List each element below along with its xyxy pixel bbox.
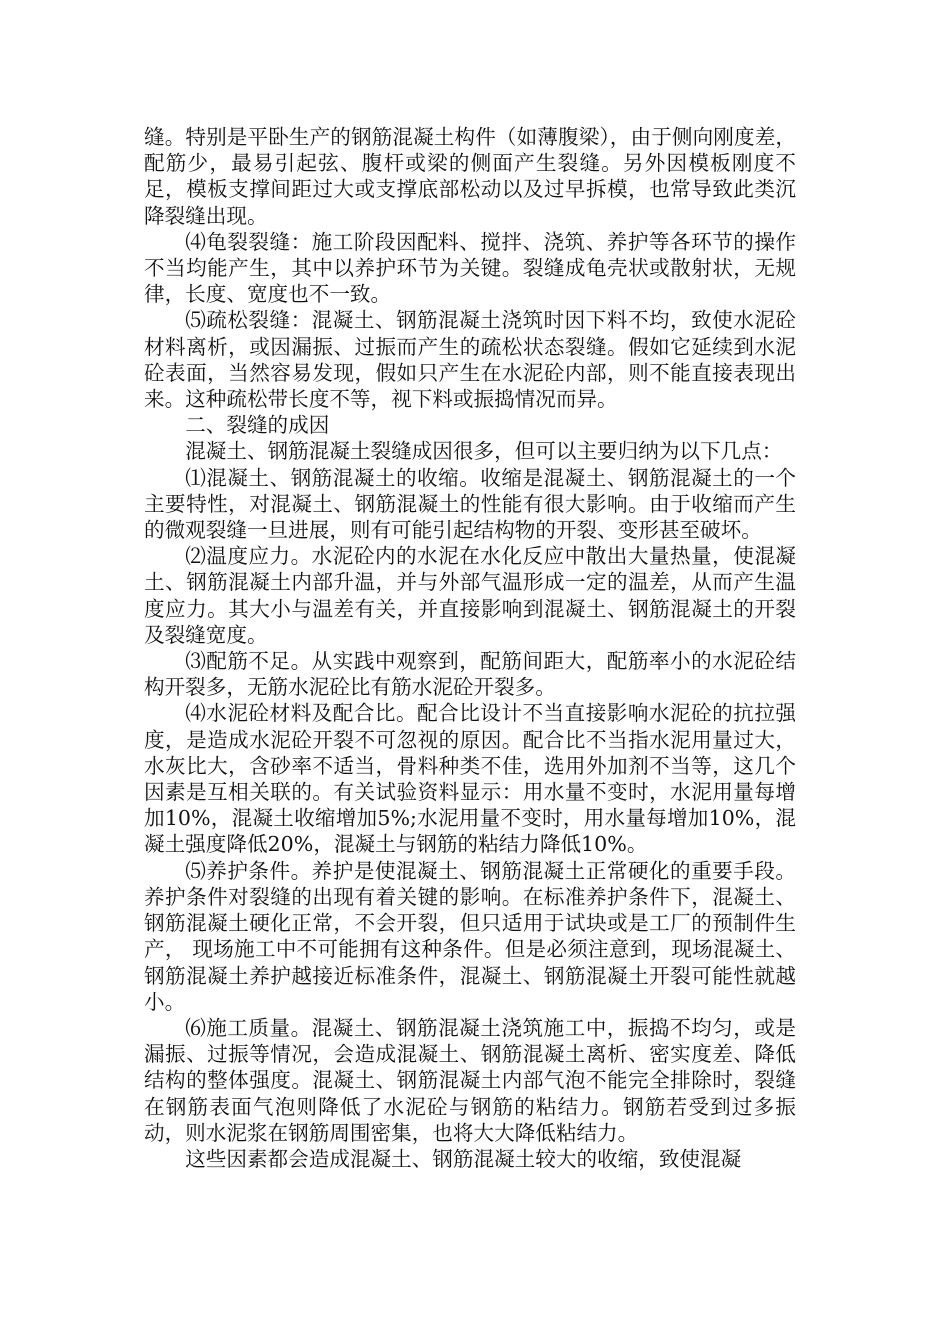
paragraph-construction-quality: ⑹施工质量。混凝土、钢筋混凝土浇筑施工中，振捣不均匀，或是漏振、过振等情况，会造成混凝土、钢筋混凝土离析、密实度差、降低结构的整体强度。混凝土、钢筋混凝土内部气泡不能完全排除时，裂缝在钢筋表面气泡则降低了水泥砼与钢筋的粘结力。钢筋若受到过多振动，则水泥浆在钢筋周围密集，也将大大降低粘结力。 [144,1015,796,1145]
paragraph-causes-intro: 混凝土、钢筋混凝土裂缝成因很多，但可以主要归纳为以下几点： [185,439,783,464]
paragraph-shrinkage: ⑴混凝土、钢筋混凝土的收缩。收缩是混凝土、钢筋混凝土的一个主要特性，对混凝土、钢筋混凝土的性能有很大影响。由于收缩而产生的微观裂缝一旦进展，则有可能引起结构物的开裂、变形甚至破坏。 [144,465,796,543]
document-page [144,124,796,1172]
paragraph-conclusion-start: 这些因素都会造成混凝土、钢筋混凝土较大的收缩，致使混凝 [185,1146,742,1171]
paragraph-settlement-cracks-end: 缝。特别是平卧生产的钢筋混凝土构件（如薄腹梁），由于侧向刚度差，配筋少，最易引起弦、腹杆或梁的侧面产生裂缝。另外因模板刚度不足，模板支撑间距过大或支撑底部松动以及过早拆模，也常导致此类沉降裂缝出现。 [144,125,796,228]
paragraph-temperature-stress: ⑵温度应力。水泥砼内的水泥在水化反应中散出大量热量，使混凝土、钢筋混凝土内部升温，并与外部气温形成一定的温差，从而产生温度应力。其大小与温差有关，并直接影响到混凝土、钢筋混凝土的开裂及裂缝宽度。 [144,544,796,647]
paragraph-crazing-cracks: ⑷龟裂裂缝：施工阶段因配料、搅拌、浇筑、养护等各环节的操作不当均能产生，其中以养护环节为关键。裂缝成龟壳状或散射状，无规律，长度、宽度也不一致。 [144,229,796,307]
paragraph-materials-mix-ratio: ⑷水泥砼材料及配合比。配合比设计不当直接影响水泥砼的抗拉强度，是造成水泥砼开裂不可忽视的原因。配合比不当指水泥用量过大，水灰比大，含砂率不适当，骨料种类不佳，选用外加剂不当等，这几个因素是互相关联的。有关试验资料显示：用水量不变时，水泥用量每增加10%，混凝土收缩增加5%;水泥用量不变时，用水量每增加10%，混凝土强度降低20%，混凝土与钢筋的粘结力降低10%。 [144,701,796,857]
paragraph-curing-conditions: ⑸养护条件。养护是使混凝土、钢筋混凝土正常硬化的重要手段。养护条件对裂缝的出现有着关键的影响。在标准养护条件下，混凝土、钢筋混凝土硬化正常，不会开裂，但只适用于试块或是工厂的预制件生产， 现场施工中不可能拥有这种条件。但是必须注意到，现场混凝土、钢筋混凝土养护越接近标准条件，混凝土、钢筋混凝土开裂可能性就越小。 [144,858,796,1014]
paragraph-loose-cracks: ⑸疏松裂缝：混凝土、钢筋混凝土浇筑时因下料不均，致使水泥砼材料离析，或因漏振、过振而产生的疏松状态裂缝。假如它延续到水泥砼表面，当然容易发现，假如只产生在水泥砼内部，则不能直接表现出来。这种疏松带长度不等，视下料或振捣情况而异。 [144,308,796,412]
section-heading-causes: 二、裂缝的成因 [185,413,330,438]
paragraph-insufficient-reinforcement: ⑶配筋不足。从实践中观察到，配筋间距大，配筋率小的水泥砼结构开裂多，无筋水泥砼比有筋水泥砼开裂多。 [144,649,796,700]
